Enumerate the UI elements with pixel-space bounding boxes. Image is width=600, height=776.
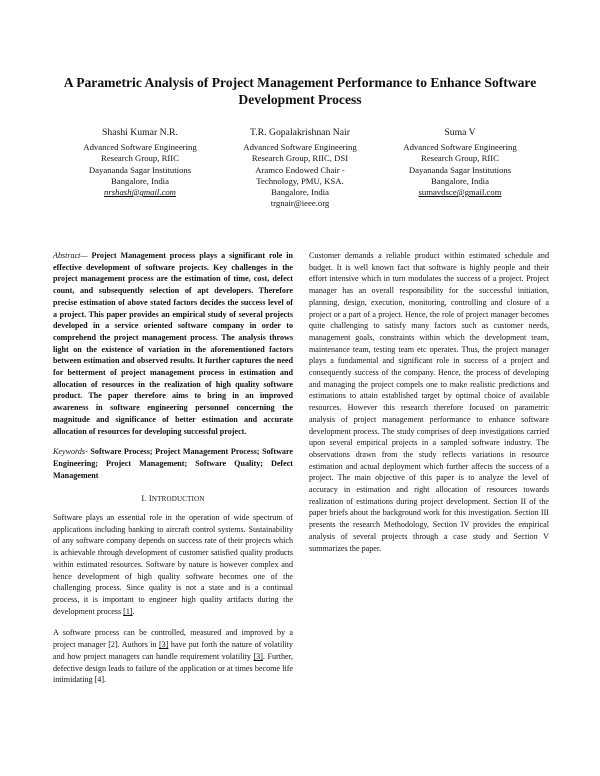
affiliation-line: Research Group, RIIC — [421, 153, 499, 164]
abstract-text: Project Management process plays a significant role in effective development of software projects. Key challenges in the project management process are the estimation of time, cost, defect count, and subsequently selection of apt developers. Therefore precise estimation of above stated factors decides the success level of a project. This paper provides an empirical study of several projects developed in a service oriented software company in order to comprehend the project management process. The analysis throws light on the existence of variation in the aforementioned factors between estimation and observed results. It further captures the need for betterment of project management process in estimation and allocation of resources in the realization of high quality software product. The paper therefore aims to bring in an improved awareness in software engineering personnel concerning the magnitude and significance of better estimation and accurate allocation of resources for developing successful project. — [53, 251, 293, 436]
right-column-paragraph: Customer demands a reliable product within estimated schedule and budget. It is well known fact that software is highly people and their effort intensive which in turn modulates the success of a project. Project manager has an overall responsibility for the successful initiation, planning, design, execution, monitoring, controlling and closure of a project or a part of a project. Hence, the role of project manager becomes quite challenging to satisfy many factors such as customer needs, management goals, constraints within which the development team, maintenance team, testing team etc operates. Thus, the project manager plays a fundamental and significant role in success of a project and consequently success of the company. Hence, the process of developing and managing the project compels one to make realistic predictions and estimations to attain established target by optimal choice of available resources. However this research therefore focused on parametric analysis of project management performance to enhance software development process. The study comprises of deep investigations carried upon several empirical projects in a sampled software industry. The observations drawn from the study reflects variations in resource estimation and actual deployment which further affects the success of a project. The main objective of this paper is to analyze the level of accuracy in estimation and right allocation of resources towards realization of estimations during project development. Section II of the paper briefs about the background work for this investigation. Section III presents the research Methodology, Section IV provides the empirical analysis of several projects through a case study and Section V summarizes the paper. — [309, 251, 549, 553]
author-email[interactable]: trgnair@ieee.org — [270, 198, 330, 209]
affiliation-line: Bangalore, India — [271, 187, 329, 198]
citation-link[interactable]: [3] — [158, 640, 169, 650]
right-column — [309, 250, 549, 554]
affiliation-line: Bangalore, India — [111, 175, 169, 186]
intro-p2-mid: have put forth the nature of volatility and how project managers can handle requirement volatility — [53, 640, 293, 661]
intro-paragraph-2 — [53, 627, 293, 686]
intro-p2-end: . Further, defective design leads to failure of the application or at times become life intimidating [4]. — [53, 651, 293, 685]
affiliation-line: Dayananda Sagar Institutions — [88, 164, 192, 175]
citation-link[interactable]: [3] — [253, 651, 263, 661]
author-name: Suma V — [444, 127, 476, 138]
keywords-text: Software Process; Project Management Process; Software Engineering; Project Management; Software Quality; Defect Management — [53, 447, 293, 480]
keywords — [53, 446, 293, 481]
citation-link[interactable]: [1] — [123, 606, 133, 616]
affiliation-line: Advanced Software Engineering — [243, 142, 357, 153]
author-block-3 — [375, 127, 545, 198]
abstract-lead: Abstract— — [53, 251, 88, 260]
section-heading-introduction — [53, 493, 293, 506]
affiliation-line: Advanced Software Engineering — [403, 142, 517, 153]
section-first-letter: I — [148, 494, 152, 504]
section-numeral: I. — [141, 494, 147, 504]
affiliation-line: Bangalore, India — [431, 175, 489, 186]
section-rest: NTRODUCTION — [151, 495, 205, 504]
affiliation-line: Research Group, RIIC — [101, 153, 179, 164]
intro-p1-text: Software plays an essential role in the operation of wide spectrum of applications including banking to aircraft control systems. Sustainability of any software company depends on success rate of their projects which is achievable through development of customer satisfied quality products within estimated resources. Software by nature is however complex and hence development of high quality software becomes one of the challenging process. Since quality is not a state and is a continual process, it is important to engineer high quality artifacts during the development process — [53, 513, 293, 616]
author-email[interactable]: sumavdsce@gmail.com — [418, 187, 502, 198]
author-block-1 — [55, 127, 225, 198]
author-name: T.R. Gopalakrishnan Nair — [250, 127, 350, 138]
affiliation-line: Advanced Software Engineering — [83, 142, 197, 153]
keywords-lead: Keywords- — [53, 447, 88, 457]
author-email[interactable]: nrshash@gmail.com — [104, 187, 176, 198]
affiliation-line: Technology, PMU, KSA. — [256, 175, 344, 186]
left-column — [53, 250, 293, 686]
affiliation-line: Research Group, RIIC, DSI — [251, 153, 349, 164]
paper-title: A Parametric Analysis of Project Management Performance to Enhance Software Development Process — [63, 75, 537, 107]
abstract — [53, 250, 293, 437]
intro-p1-end: . — [132, 606, 135, 616]
intro-paragraph-1 — [53, 512, 293, 617]
affiliation-line: Dayananda Sagar Institutions — [408, 164, 512, 175]
intro-p2-text: A software process can be controlled, measured and improved by a project manager [2]. Authors in — [53, 628, 293, 650]
author-name: Shashi Kumar N.R. — [102, 127, 178, 138]
affiliation-line: Aramco Endowed Chair - — [255, 164, 345, 175]
author-block-2 — [215, 127, 385, 209]
